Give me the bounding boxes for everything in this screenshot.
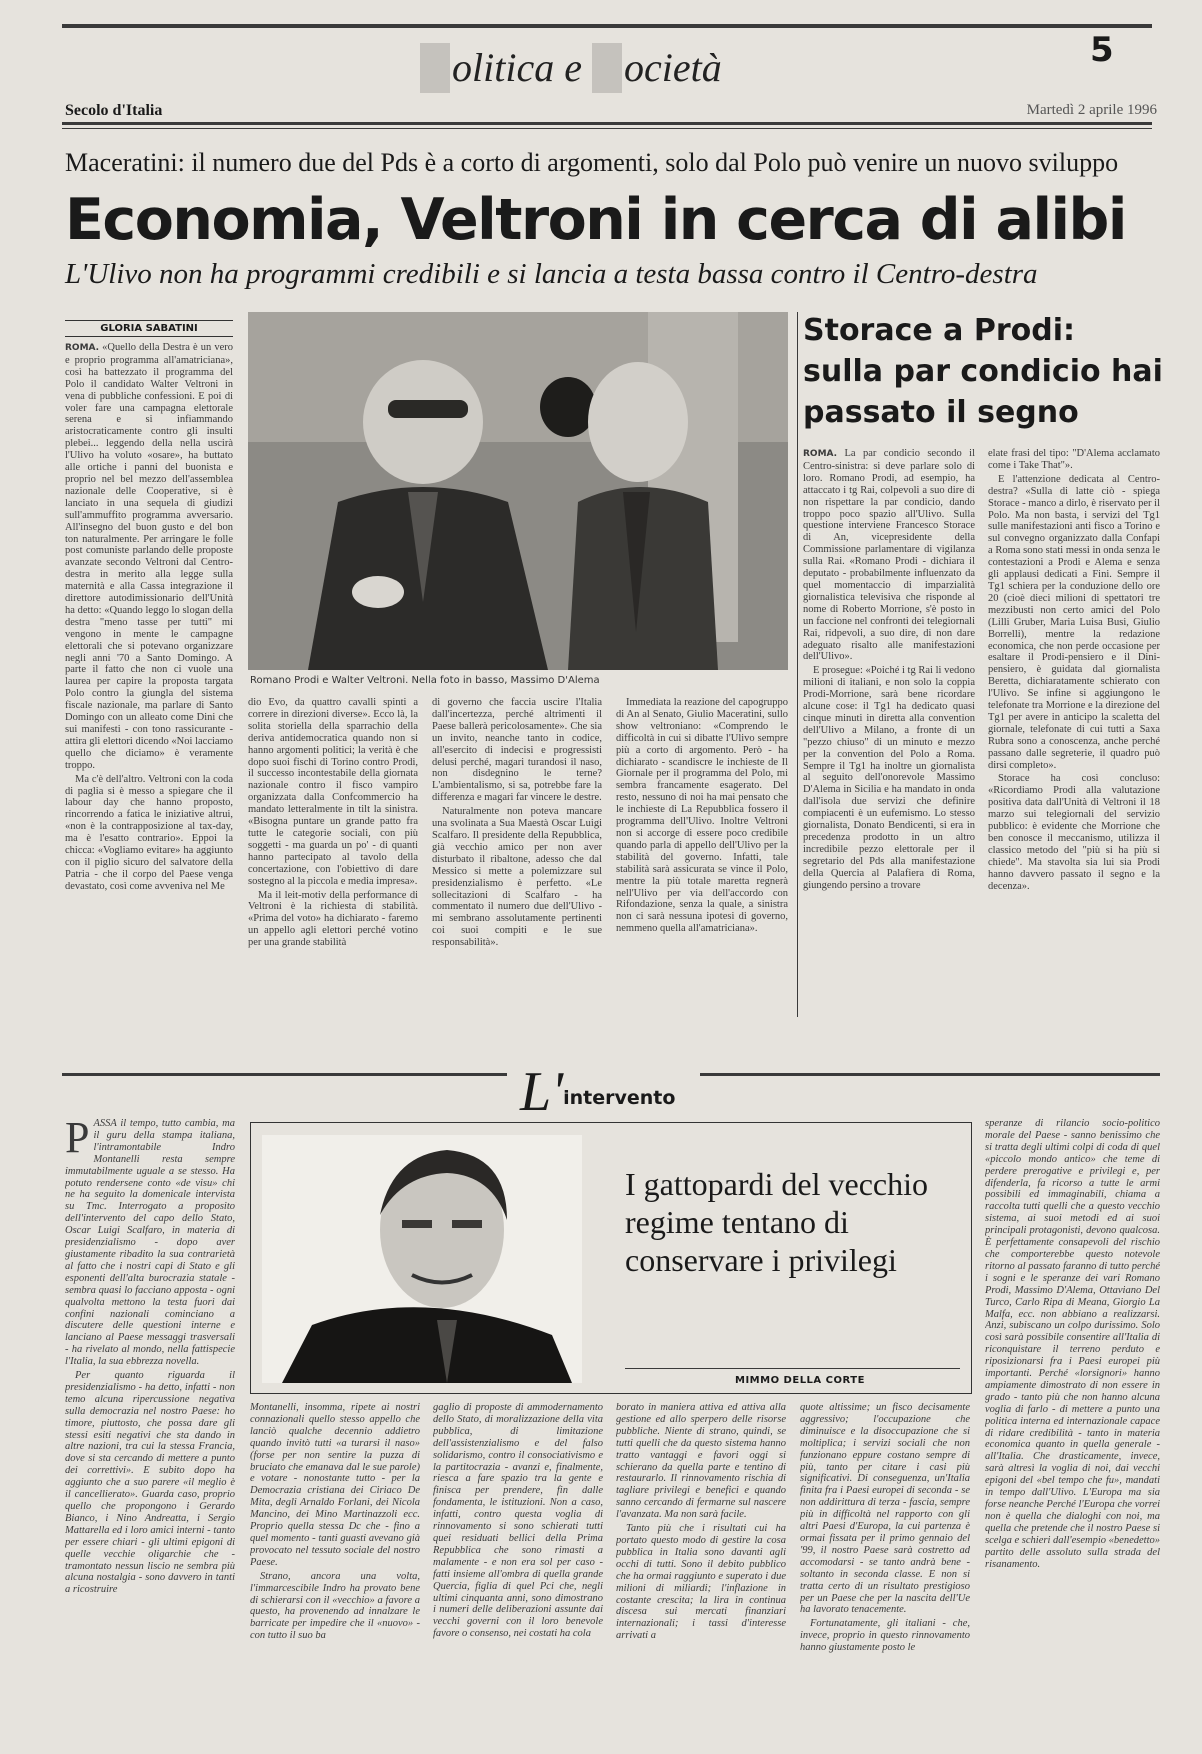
section-title: olitica e ocietà	[420, 38, 820, 98]
section-title-initial-s	[592, 43, 622, 93]
photo-caption: Romano Prodi e Walter Veltroni. Nella foto in basso, Massimo D'Alema	[250, 675, 600, 686]
section-title-initial-p	[420, 43, 450, 93]
opinion-column-3: gaglio di proposte di ammodernamento dello Stato, di moralizzazione della vita pubblica, di limitazione dell'assistenzialismo e del falso solidarismo, contro il consociativismo e la partitocrazia - avanzi e, finalmente, riesca a fare spazio tra la gente e finisca per prendere, fin dalle fondamenta, le istituzioni. Non a caso, infatti, contro questa voglia di rinnovamento si sono schierati tutti quei residuati bellici della Prima Repubblica che sono rimasti a malamente - e non era sol per caso - fatti insieme all'ombra di quella grande Quercia, figlia di quel Pci che, negli ultimi cinquanta anni, sono dimostrano i numeri delle deliberazioni assunte dai vecchi governi con il loro benevole favore o consenso, nei costati ha cola	[433, 1402, 603, 1640]
intervento-rule-right	[700, 1073, 1160, 1076]
dropcap: P	[65, 1118, 90, 1162]
article-column-3: di governo che faccia uscire l'Italia dall'incertezza, perché altrimenti il Paese ballerà pericolosamente». Che sia un invito, neanche tanto in codice, all'esercito di indecisi e progressisti delusi perché, magari turandosi il naso, non disdegnino le terne? L'ambientalismo, si sa, potrebbe fare la differenza e magari far vincere le destre. Naturalmente non poteva mancare una svolinata a Sua Maestà Oscar Luigi Scalfaro. Il presidente della Repubblica, già vecchio amico per non aver disturbato il ribaltone, adesso che dal Messico si mette a polemizzare sul presidenzialismo è perfetto. «Le sollecitazioni di Scalfaro - ha commentato il numero due dell'Ulivo - mi sembrano assolutamente pertinenti coi suoi compiti e le sue responsabilità».	[432, 697, 602, 949]
side-article-divider	[797, 312, 798, 1017]
opinion-column-4: borato in maniera attiva ed attiva alla gestione ed allo sperpero delle risorse pubbliche. Niente di strano, quindi, se tutti quelli che da questo sistema hanno tratto vantaggi e favori oggi si schierano da quella parte e tentino di restaurarlo. Il rinnovamento rischia di tagliare privilegi e benefici e quando sanno cercando di fermarne sul nascere l'avanzata. Ma non sarà facile. Tanto più che i risultati cui ha portato questo modo di gestire la cosa pubblica in Italia sono davanti agli occhi di tutti. Sono il debito pubblico che ha ormai raggiunto e superato i due milioni di miliardi; l'inflazione in costante crescita; la lira in continua discesa sui mercati finanziari internazionali; i tassi d'interesse arrivati a	[616, 1402, 786, 1642]
top-rule	[62, 24, 1152, 28]
article-column-4: Immediata la reazione del capogruppo di An al Senato, Giulio Maceratini, sullo show veltroniano: «Comprendo le difficoltà in cui si dibatte l'Ulivo sempre più a corto di argomento. Però - ha dichiarato - scandiscre le inchieste de Il Giornale per il programma del Polo, mi sembra francamente esagerato. Del resto, nessuno di noi ha mai pensato che le inchieste di La Repubblica fossero il programma dell'Ulivo. Inoltre Veltroni non si accorge di essere poco credibile quando parla di appello dell'Ulivo per la stabilità del governo. Infatti, tale stabilità sarà assicurata se vince il Polo, mentre la più totale maretta regnerà nell'Ulivo per via dell'accordo con Rifondazione, senza la quale, a sinistra non ci sarà nessuna ipotesi di governo, nemmeno quella all'amatriciana».	[616, 697, 788, 935]
byline: GLORIA SABATINI	[65, 320, 233, 337]
signature-rule	[625, 1368, 960, 1369]
article-headline: Economia, Veltroni in cerca di alibi	[65, 187, 1126, 253]
masthead: Secolo d'Italia	[65, 102, 163, 119]
masthead-rule	[62, 122, 1152, 125]
pull-quote: I gattopardi del vecchio regime tentano di conservare i privilegi	[625, 1166, 928, 1278]
masthead-rule-thin	[62, 128, 1152, 129]
intervento-rule-left	[62, 1073, 507, 1076]
article-kicker: Maceratini: il numero due del Pds è a corto di argomenti, solo dal Polo può venire un nuovo sviluppo	[65, 148, 1119, 177]
side-article-column-1: ROMA. La par condicio secondo il Centro-sinistra: si deve parlare solo di loro. Romano Prodi, ad esempio, ha attaccato i tg Rai, colpevoli a suo dire di non rispettare la par condicio, dando troppo poco spazio all'Ulivo. Sulla questione interviene Francesco Storace di An, vicepresidente della Commissione parlamentare di vigilanza sulla Rai. «Romano Prodi - dichiara il deputato - probabilmente influenzato da quel momentaccio di imparzialità giornalistica televisiva che risponde al nome di Roberto Morrione, s'è posto in un faccione nel confronti dei telegiornali Rai, ridpevoli, a suo dire, di non dare adeguato risalto alle manifestazioni dell'Ulivo». E prosegue: «Poiché i tg Rai li vedono milioni di italiani, e non solo la coppia Prodi-Morrione, sarà bene ricordare alcune cose: il Tg1 ha dedicato quasi cinque minuti in diretta alla convention dell'Ulivo a Milano, a fronte di un "pezzo chiuso" di un minuto e mezzo per la convention del Polo a Roma. Sempre il Tg1 ha inoltre un giornalista al seguito dell'onorevole Massimo D'Alema in Sicilia e ha mandato in onda dall'isola due servizi che definire compiacenti è un eufemismo. Lo stesso giornalista, Donato Bendicenti, si era in precedenza prodotto in un altro incredibile pezzo elettorale per il segretario del Pds alla manifestazione della Quercia al Palafiera di Roma, giungendo persino a trovare	[803, 448, 975, 891]
article-column-2: dio Evo, da quattro cavalli spinti a correre in direzioni diverse». Ecco là, la solita storiella della sparrachio della deriva antidemocratica quando non si hanno argomenti politici; la verità è che dopo suoi fischi di Torino contro Prodi, il successo incontestabile della giornata nazionale contro il fisco vampiro organizzata dalla Confcommercio ha mandato letteralmente in tilt la sinistra. «Bisogna puntare un grande patto fra tutte le categorie sociali, con più soggetti - ma guarda un po' - di quanti hanno partecipato al tavolo della concertazione, con l'obiettivo di dare sostegno al la piccola e media impresa». Ma il leit-motiv della performance di Veltroni è la richiesta di stabilità. «Prima del voto» ha dichiarato - faremo un appello agli elettori perché votino per una grande stabilità	[248, 697, 418, 949]
side-article-headline: Storace a Prodi: sulla par condicio hai passato il segno	[803, 313, 1163, 430]
dateline: ROMA.	[65, 343, 100, 353]
article-column-1: ROMA. «Quello della Destra è un vero e proprio programma all'amatriciana», così ha battezzato il programma del Polo il candidato Walter Veltroni in vena di pubbliche confessioni. E poi di voler fare una campagna elettorale serena e si infiammando aristocraticamente contro gli insulti plebei... leggendo della nella uscirà l'Ulivo ha voluto «osare», ha buttato alle ortiche i panni del buonista e proprio nel bel mezzo dell'assemblea nazionale delle Cooperative, si è lanciato in una sequela di giudizi sull'ammuffito programma avversario. All'insegno del buon gusto e del bon ton naturalmente. Per arringare le folle post comuniste parlando delle proposte avanzate secondo Veltroni dal Centro-destra in merito alla legge sulla maternità e alla Cassa integrazione il direttore autodimissionario dell'Unità ha detto: «Quando leggo lo slogan della destra "meno tasse per tutti" mi vengono in mente le campagne elettorali che si potevano organizzare negli anni '70 a Santo Domingo. A parte il fatto che non ci vuole una laurea per capire la proposta targata Polo contro la giungla del sistema fiscale nazionale, ma parlare di Santo Domingo con un alleato come Dini che sui manifesti - con tono rassicurante - attira gli elettori dicendo «Noi lacciamo quello che diciamo» è veramente troppo. Ma c'è dell'altro. Veltroni con la coda di paglia si è messo a spiegare che il labour day che hanno proposto, rincorrendo a fatica le iniziative altrui, «non è la contrapposizione al tax-day, ma è l'esatto contrario». Eppoi la chicca: «Vogliamo evitare» ha aggiunto con il piglio sicuro del salvatore della Patria - che il corpo del Paese venga devastato, così come avveniva nel Me	[65, 342, 233, 892]
issue-date: Martedì 2 aprile 1996	[1026, 102, 1157, 118]
opinion-column-6: speranze di rilancio socio-politico morale del Paese - sanno benissimo che si tratta degli ultimi colpi di coda di quel «piccolo mondo antico» che teme di perdere prerogative e privilegi e, per difenderla, fa ricorso a tutte le armi possibili ed immaginabili, chiama a raccolta tutti quelli che a questo vecchio sistema, ai suoi metodi ed ai suoi principali protagonisti, devono qualcosa. È perfettamente consapevoli del rischio che comporterebbe questo notevole ritorno al passato faranno di tutto perché i sogni e le speranze dei vari Romano Prodi, Massimo D'Alema, Ottaviano Del Turco, Carlo Ripa di Meana, Giorgio La Malfa, ecc. non abbiano a realizzarsi. Anzi, subiscano un colpo durissimo. Solo così sarà possibile consentire all'Italia di riconquistare il terreno perduto e riposizionarsi fra i Paesi europei più importanti. Perché «lorsignori» hanno ampiamente dimostrato di non essere in grado - tanto più che non hanno alcuna voglia di farlo - di mettere a punto una politica interna ed internazionale capace di ridare credibilità - tanto in materia economica quanto in quella generale - all'Italia. Che drasticamente, invece, sarà altresì la voglia di noi, dai vecchi epigoni del «bel tempo che fu», mandati in tempo dall'Ulivo. L'Europa ma sia forse neanche Perché l'Europa che vorrei non è quella che dialoghi con noi, ma quella che pretende che il nostro Paese si scelga e schieri dall'esempio «benedetto» partito delle assoluto sulla strada del risanamento.	[985, 1118, 1160, 1570]
page-number: 5	[1090, 30, 1114, 70]
author-signature: MIMMO DELLA CORTE	[735, 1375, 865, 1386]
prodi-veltroni-photo	[248, 312, 788, 670]
article-subheadline: L'Ulivo non ha programmi credibili e si lancia a testa bassa contro il Centro-destra	[65, 258, 1038, 290]
opinion-column-5: quote altissime; un fisco decisamente aggressivo; l'occupazione che diminuisce e la disoccupazione che si moltiplica; i servizi sociali che non funzionano eppure costano sempre di più, tanto per citare i casi più significativi. Di conseguenza, un'Italia finita fra i Paesi europei di seconda - se non addirittura di terza - fascia, sempre più in difficoltà nel rapporto con gli altri Paesi d'Europa, la cui partenza è ormai fissata per il primo gennaio del '99, il nostro Paese sarà costretto ad accomodarsi - se tanto andrà bene - soltanto in seconda classe. E non si tratta certo di un risultato prestigioso per un Paese che per la nascita dell'Ue ha lavorato tenacemente. Fortunatamente, gli italiani - che, invece, proprio in questo rinnovamento hanno giustamente posto le	[800, 1402, 970, 1654]
dalema-portrait	[262, 1135, 582, 1383]
side-article-column-2: elate frasi del tipo: "D'Alema acclamato come i Take That"». E l'attenzione dedicata al Centro-destra? «Sulla di latte ciò - spiega Storace - manco a dirlo, è riservato per il Polo. Ma non basta, i servizi del Tg1 sulle manifestazioni anti fisco a Torino e sul convegno organizzato dalla Confapi a Roma sono stati messi in onda senza le contestazioni a Prodi e Alema e senza gli applausi dedicati a Fini. Sempre il Tg1 schiera per la conduzione dello ore 20 (cioè dieci milioni di spettatori tre mezzibusti non certo amici del Polo (Lilli Gruber, Maria Luisa Busi, Giulio Borrelli), mentre la redazione economica, che non perde occasione per esaltare il Prodi-pensiero e il Dini-pensiero, è guidata dal giornalista Beretta, dichiaratamente schierato con l'Ulivo. Se infine si aggiungono le telefonate tra Morrione e la direzione del Tg1 per avere in anticipo la scaletta del giornale, telefonate di cui tutti a Saxa Rubra sono a conoscenza, anche perché passano dalle segreterie, il quadro può dirsi completo». Storace ha così concluso: «Ricordiamo Prodi alla valutazione positiva data dall'Unità di Veltroni il 18 marzo sui telegiornali del servizio pubblico: è evidente che Morrione che ben conosce il meccanismo, utilizza il classico metodo del "più si ha più si chiede". Ma stavolta sia lui sia Prodi hanno davvero passato il segno e la decenza».	[988, 448, 1160, 892]
photo-figures	[248, 312, 788, 670]
side-dateline: ROMA.	[803, 449, 838, 459]
opinion-column-1: PASSA il tempo, tutto cambia, ma il guru della stampa italiana, l'intramontabile Indro Montanelli resta sempre immutabilmente uguale a se stesso. Ha potuto rendersene conto «de visu» chi ne ha seguito la domenicale intervista su Tmc. Interrogato a proposito dell'intervento del capo dello Stato, Oscar Luigi Scalfaro, in materia di presidenzialismo - dopo aver giustamente ribadito la sua contrarietà al fatto che i nostri capi di Stato e gli esponenti dell'alta burocrazia statale - sembra quasi lo facciano apposta - ogni qualvolta mettono la testa fuori dai confini nazionali cominciano a discutere delle questioni interne e lanciano al Paese messaggi trasversali - ha rivelato al mondo, nella fattispecie l'Italia, la sua ebbrezza novella. Per quanto riguarda il presidenzialismo - ha detto, infatti - non temo alcuna ripercussione negativa sulla democrazia nel nostro Paese: ho timore, piuttosto, che possa dare gli stessi esiti negativi che sta dando in altre nazioni, tra cui la stessa Francia, dove si sta cercando di mettere a punto dei correttivi». E subito dopo ha aggiunto che a suo parere «il meglio è il cancellierato». Guarda caso, proprio quello che propongono i Gerardo Bianco, i Nino Andreatta, i Sergio Mattarella ed i loro amici interni - tanto per essere chiari - gli ultimi epigoni di quelle vecchie oligarchie che - tramontato nessun liscio ne sembra più alcuna nostalgia - sono davvero in tanti a ricostruire	[65, 1118, 235, 1596]
opinion-column-2: Montanelli, insomma, ripete ai nostri connazionali quello stesso appello che lanciò qualche decennio addietro quando invitò tutti «a turarsi il naso» (forse per non sentire la puzza di bruciato che emanava dal le sue parole) e votare - nonostante tutto - per la Democrazia cristiana dei Ciriaco De Mita, degli Arnaldo Forlani, dei Nicola Mancino, dei Mino Martinazzoli ecc. Proprio quella stessa Dc che - fino a quel momento - tanti guasti avevano già provocato nel tessuto sociale del nostro Paese. Strano, ancora una volta, l'immarcescibile Indro ha provato bene di schierarsi con il «vecchio» a favore a questo, ha provenendo ad innalzare le barricate per impedire che il «nuovo» - con tutto il suo ba	[250, 1402, 420, 1642]
portrait-figure	[262, 1135, 582, 1383]
intervento-label: L'intervento	[520, 1061, 676, 1123]
